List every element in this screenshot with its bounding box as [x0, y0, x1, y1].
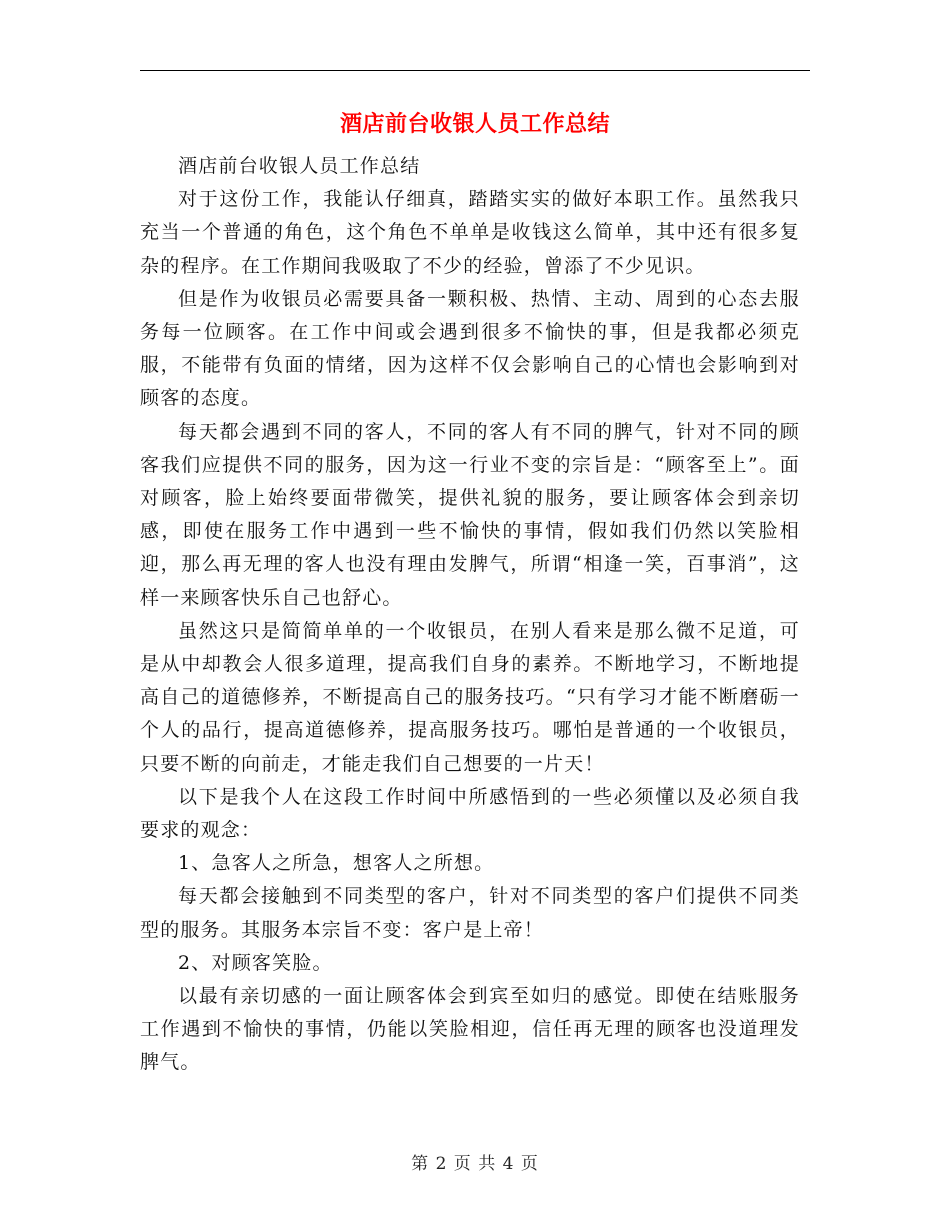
page-number: 第 2 页 共 4 页 — [411, 1154, 539, 1174]
header-rule — [140, 70, 810, 71]
paragraph: 每天都会遇到不同的客人，不同的客人有不同的脾气，针对不同的顾客我们应提供不同的服务，因为这一行业不变的宗旨是：“顾客至上”。面对顾客，脸上始终要面带微笑，提供礼貌的服务，要让顾客体会到亲切感，即使在服务工作中遇到一些不愉快的事情，假如我们仍然以笑脸相迎，那么再无理的客人也没有理由发脾气，所谓“相逢一笑，百事消”，这样一来顾客快乐自己也舒心。 — [140, 420, 800, 609]
document-title: 酒店前台收银人员工作总结 — [339, 111, 610, 137]
paragraph: 以最有亲切感的一面让顾客体会到宾至如归的感觉。即使在结账服务工作遇到不愉快的事情，仍能以笑脸相迎，信任再无理的顾客也没道理发脾气。 — [140, 985, 800, 1074]
paragraph: 虽然这只是简简单单的一个收银员，在别人看来是那么微不足道，可是从中却教会人很多道理，提高我们自身的素养。不断地学习，不断地提高自己的道德修养，不断提高自己的服务技巧。“只有学习才能不断磨砺一个人的品行，提高道德修养，提高服务技巧。哪怕是普通的一个收银员，只要不断的向前走，才能走我们自己想要的一片天！ — [140, 619, 800, 775]
paragraph: 对于这份工作，我能认仔细真，踏踏实实的做好本职工作。虽然我只充当一个普通的角色，这个角色不单单是收钱这么简单，其中还有很多复杂的程序。在工作期间我吸取了不少的经验，曾添了不少见识。 — [140, 188, 800, 277]
paragraph: 酒店前台收银人员工作总结 — [178, 155, 421, 177]
paragraph: 以下是我个人在这段工作时间中所感悟到的一些必须懂以及必须自我要求的观念： — [140, 785, 800, 842]
paragraph: 但是作为收银员必需要具备一颗积极、热情、主动、周到的心态去服务每一位顾客。在工作中间或会遇到很多不愉快的事，但是我都必须克服，不能带有负面的情绪，因为这样不仅会影响自己的心情也会影响到对顾客的态度。 — [140, 287, 800, 410]
paragraph: 每天都会接触到不同类型的客户，针对不同类型的客户们提供不同类型的服务。其服务本宗旨不变：客户是上帝！ — [140, 885, 800, 941]
document-body — [140, 150, 800, 1080]
list-heading: 1、急客人之所急，想客人之所想。 — [178, 852, 495, 875]
list-heading: 2、对顾客笑脸。 — [178, 951, 333, 974]
